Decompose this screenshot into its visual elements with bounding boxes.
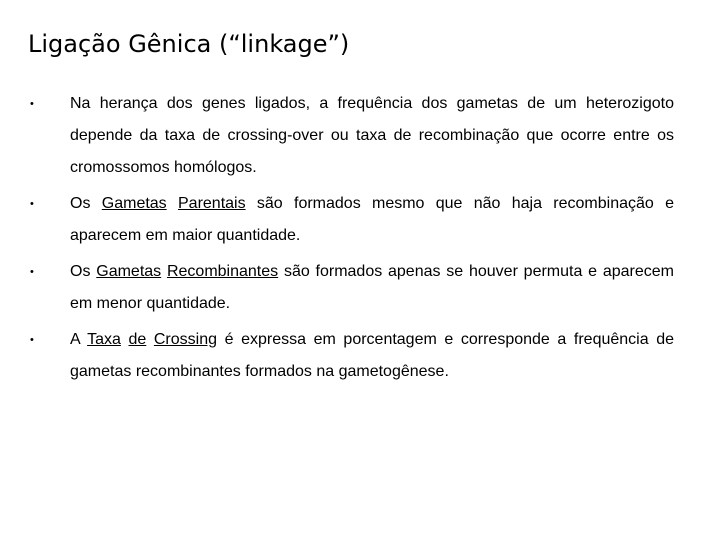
bullet-text-rest: são formados apenas se houver permuta e aparecem em menor quantidade. bbox=[70, 263, 674, 312]
bullet-text bbox=[70, 324, 674, 388]
underlined-term: Crossing bbox=[153, 331, 218, 348]
slide-title: Ligação Gênica (“linkage”) bbox=[28, 30, 350, 58]
bullet-list bbox=[30, 88, 674, 392]
bullet-item-4 bbox=[30, 324, 674, 388]
bullet-text-intro: Os bbox=[70, 195, 91, 212]
underlined-term: de bbox=[128, 331, 147, 348]
underlined-term: Taxa bbox=[87, 331, 121, 348]
bullet-item-1 bbox=[30, 88, 674, 184]
bullet-text-rest: é expressa em porcentagem e corresponde a frequência de gametas recombinantes formados na gametogênese. bbox=[70, 331, 674, 380]
bullet-text-intro: A bbox=[70, 331, 80, 348]
underlined-term: Gametas bbox=[96, 263, 162, 280]
bullet-text: Na herança dos genes ligados, a frequência dos gametas de um heterozigoto depende da taxa de crossing-over ou taxa de recombinação que ocorre entre os cromossomos homólogos. bbox=[70, 95, 674, 176]
bullet-point-icon: • bbox=[30, 266, 34, 278]
bullet-point-icon: • bbox=[30, 198, 34, 210]
underlined-term: Parentais bbox=[178, 195, 246, 212]
bullet-text-rest: são formados mesmo que não haja recombinação e aparecem em maior quantidade. bbox=[70, 195, 675, 244]
bullet-item-2 bbox=[30, 188, 674, 252]
bullet-point-icon: • bbox=[30, 98, 34, 110]
underlined-term: Gametas bbox=[101, 195, 167, 212]
underlined-term: Recombinantes bbox=[166, 263, 279, 280]
bullet-text bbox=[70, 256, 674, 320]
bullet-text-intro: Os bbox=[70, 263, 91, 280]
bullet-item-3 bbox=[30, 256, 674, 320]
bullet-text bbox=[70, 188, 674, 252]
bullet-point-icon: • bbox=[30, 334, 34, 346]
